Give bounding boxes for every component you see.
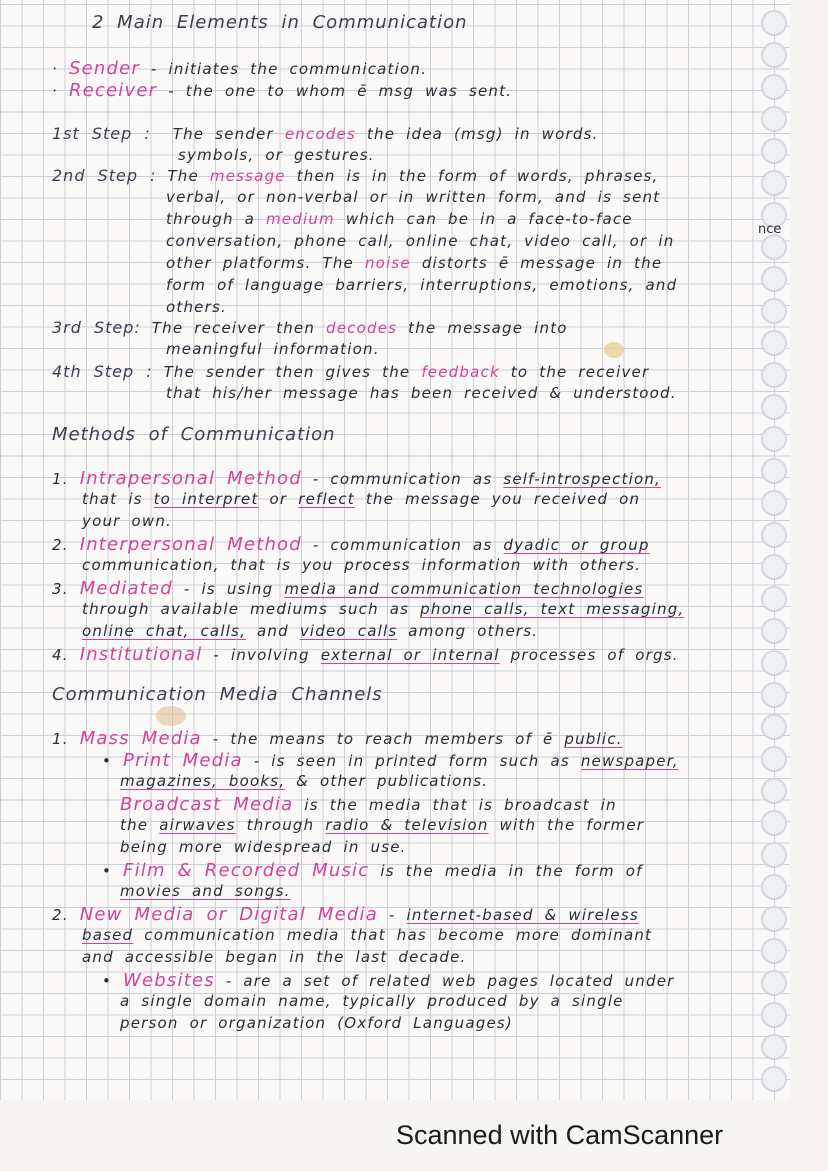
film-line-2: movies and songs.	[120, 882, 291, 900]
spiral-binding	[755, 0, 795, 1100]
new-media-line-2: based communication media that has become more dominant	[82, 926, 653, 944]
method-3: 3. Mediated - is using media and communication technologies	[52, 578, 644, 599]
channel-name: Websites	[123, 970, 215, 991]
spiral-ring	[761, 234, 787, 260]
channels-heading: Communication Media Channels	[52, 684, 383, 705]
step-4-line-2: that his/her message has been received & understood.	[166, 384, 677, 402]
broadcast-line-2: the airwaves through radio & television with the former	[120, 816, 645, 834]
step-2-line-4: conversation, phone call, online chat, video call, or in	[166, 232, 675, 250]
spiral-ring	[761, 554, 787, 580]
spiral-ring	[761, 138, 787, 164]
def-receiver: - the one to whom ē msg was sent.	[168, 82, 513, 100]
channel-film-music: • Film & Recorded Music is the media in the form of	[102, 860, 643, 881]
method-1-line-2: that is to interpret or reflect the message you received on	[82, 490, 641, 508]
spiral-ring	[761, 906, 787, 932]
step-4: 4th Step : The sender then gives the feedback to the receiver	[52, 362, 650, 381]
page-title: 2 Main Elements in Communication	[92, 12, 468, 33]
step-1-line-2: symbols, or gestures.	[178, 146, 375, 164]
scanner-watermark: Scanned with CamScanner	[396, 1120, 724, 1150]
method-4: 4. Institutional - involving external or internal processes of orgs.	[52, 644, 679, 665]
spiral-ring	[761, 874, 787, 900]
step-2-line-6: form of language barriers, interruptions, emotions, and	[166, 276, 678, 294]
spiral-ring	[761, 10, 787, 36]
step-label: 3rd Step:	[52, 318, 141, 337]
channel-websites: • Websites - are a set of related web pages located under	[102, 970, 675, 991]
broadcast-line-3: being more widespread in use.	[120, 838, 407, 856]
method-name: Mediated	[79, 578, 173, 599]
method-3-line-2: through available mediums such as phone calls, text messaging,	[82, 600, 685, 618]
channel-broadcast-media: Broadcast Media is the media that is broadcast in	[120, 794, 617, 815]
spiral-ring	[761, 522, 787, 548]
spiral-ring	[761, 810, 787, 836]
channel-name: New Media or Digital Media	[79, 904, 378, 925]
method-1-line-3: your own.	[82, 512, 173, 530]
spiral-ring	[761, 938, 787, 964]
spiral-ring	[761, 362, 787, 388]
method-name: Institutional	[79, 644, 203, 665]
highlight-encodes: encodes	[284, 125, 356, 143]
step-3: 3rd Step: The receiver then decodes the message into	[52, 318, 568, 337]
spiral-ring	[761, 490, 787, 516]
stain-mark	[604, 342, 624, 358]
step-2: 2nd Step : The message then is in the form of words, phrases,	[52, 166, 659, 185]
spiral-ring	[761, 586, 787, 612]
method-1: 1. Intrapersonal Method - communication as self-introspection,	[52, 468, 662, 489]
spiral-ring	[761, 1034, 787, 1060]
spiral-ring	[761, 74, 787, 100]
method-3-line-3: online chat, calls, and video calls among others.	[82, 622, 539, 640]
websites-line-3: person or organization (Oxford Languages)	[120, 1014, 513, 1032]
spiral-ring	[761, 394, 787, 420]
spiral-ring	[761, 266, 787, 292]
method-name: Intrapersonal Method	[79, 468, 302, 489]
step-2-line-2: verbal, or non-verbal or in written form, and is sent	[166, 188, 661, 206]
spiral-ring	[761, 170, 787, 196]
element-receiver: · Receiver - the one to whom ē msg was sent.	[52, 80, 513, 101]
channel-print-media: • Print Media - is seen in printed form such as newspaper,	[102, 750, 679, 771]
spiral-ring	[761, 426, 787, 452]
spiral-ring	[761, 1066, 787, 1092]
spiral-ring	[761, 746, 787, 772]
spiral-ring	[761, 106, 787, 132]
websites-line-2: a single domain name, typically produced by a single	[120, 992, 624, 1010]
spiral-ring	[761, 458, 787, 484]
channel-new-media: 2. New Media or Digital Media - internet-based & wireless	[52, 904, 639, 925]
channel-name: Film & Recorded Music	[123, 860, 370, 881]
channel-name: Print Media	[123, 750, 243, 771]
step-3-line-2: meaningful information.	[166, 340, 380, 358]
spiral-ring	[761, 618, 787, 644]
step-2-line-5: other platforms. The noise distorts ē message in the	[166, 254, 663, 272]
highlight-decodes: decodes	[326, 319, 398, 337]
spiral-ring	[761, 42, 787, 68]
method-2: 2. Interpersonal Method - communication as dyadic or group	[52, 534, 650, 555]
print-media-line-2: magazines, books, & other publications.	[120, 772, 489, 790]
spiral-ring	[761, 970, 787, 996]
margin-note: nce	[758, 222, 782, 237]
spiral-ring	[761, 1002, 787, 1028]
step-2-line-7: others.	[166, 298, 227, 316]
spiral-ring	[761, 778, 787, 804]
highlight-feedback: feedback	[421, 363, 500, 381]
highlight-medium: medium	[266, 210, 335, 228]
step-2-line-3: through a medium which can be in a face-to-face	[166, 210, 633, 228]
step-label: 2nd Step :	[52, 166, 157, 185]
step-label: 4th Step :	[52, 362, 153, 381]
new-media-line-3: and accessible began in the last decade.	[82, 948, 467, 966]
element-sender: · Sender - initiates the communication.	[52, 58, 428, 79]
term-sender: Sender	[68, 58, 140, 79]
term-receiver: Receiver	[68, 80, 158, 101]
spiral-ring	[761, 682, 787, 708]
methods-heading: Methods of Communication	[52, 424, 336, 445]
channel-name: Broadcast Media	[120, 794, 294, 815]
highlight-noise: noise	[364, 254, 411, 272]
spiral-ring	[761, 298, 787, 324]
method-name: Interpersonal Method	[79, 534, 302, 555]
spiral-ring	[761, 650, 787, 676]
highlight-message: message	[209, 167, 286, 185]
spiral-ring	[761, 842, 787, 868]
spiral-ring	[761, 330, 787, 356]
spiral-ring	[761, 714, 787, 740]
def-sender: - initiates the communication.	[150, 60, 428, 78]
stain-mark	[156, 706, 186, 726]
step-label: 1st Step :	[52, 124, 151, 143]
method-2-line-2: communication, that is you process information with others.	[82, 556, 642, 574]
step-1: 1st Step : The sender encodes the idea (msg) in words.	[52, 124, 599, 143]
channel-mass-media: 1. Mass Media - the means to reach members of ē public.	[52, 728, 623, 749]
channel-name: Mass Media	[79, 728, 202, 749]
